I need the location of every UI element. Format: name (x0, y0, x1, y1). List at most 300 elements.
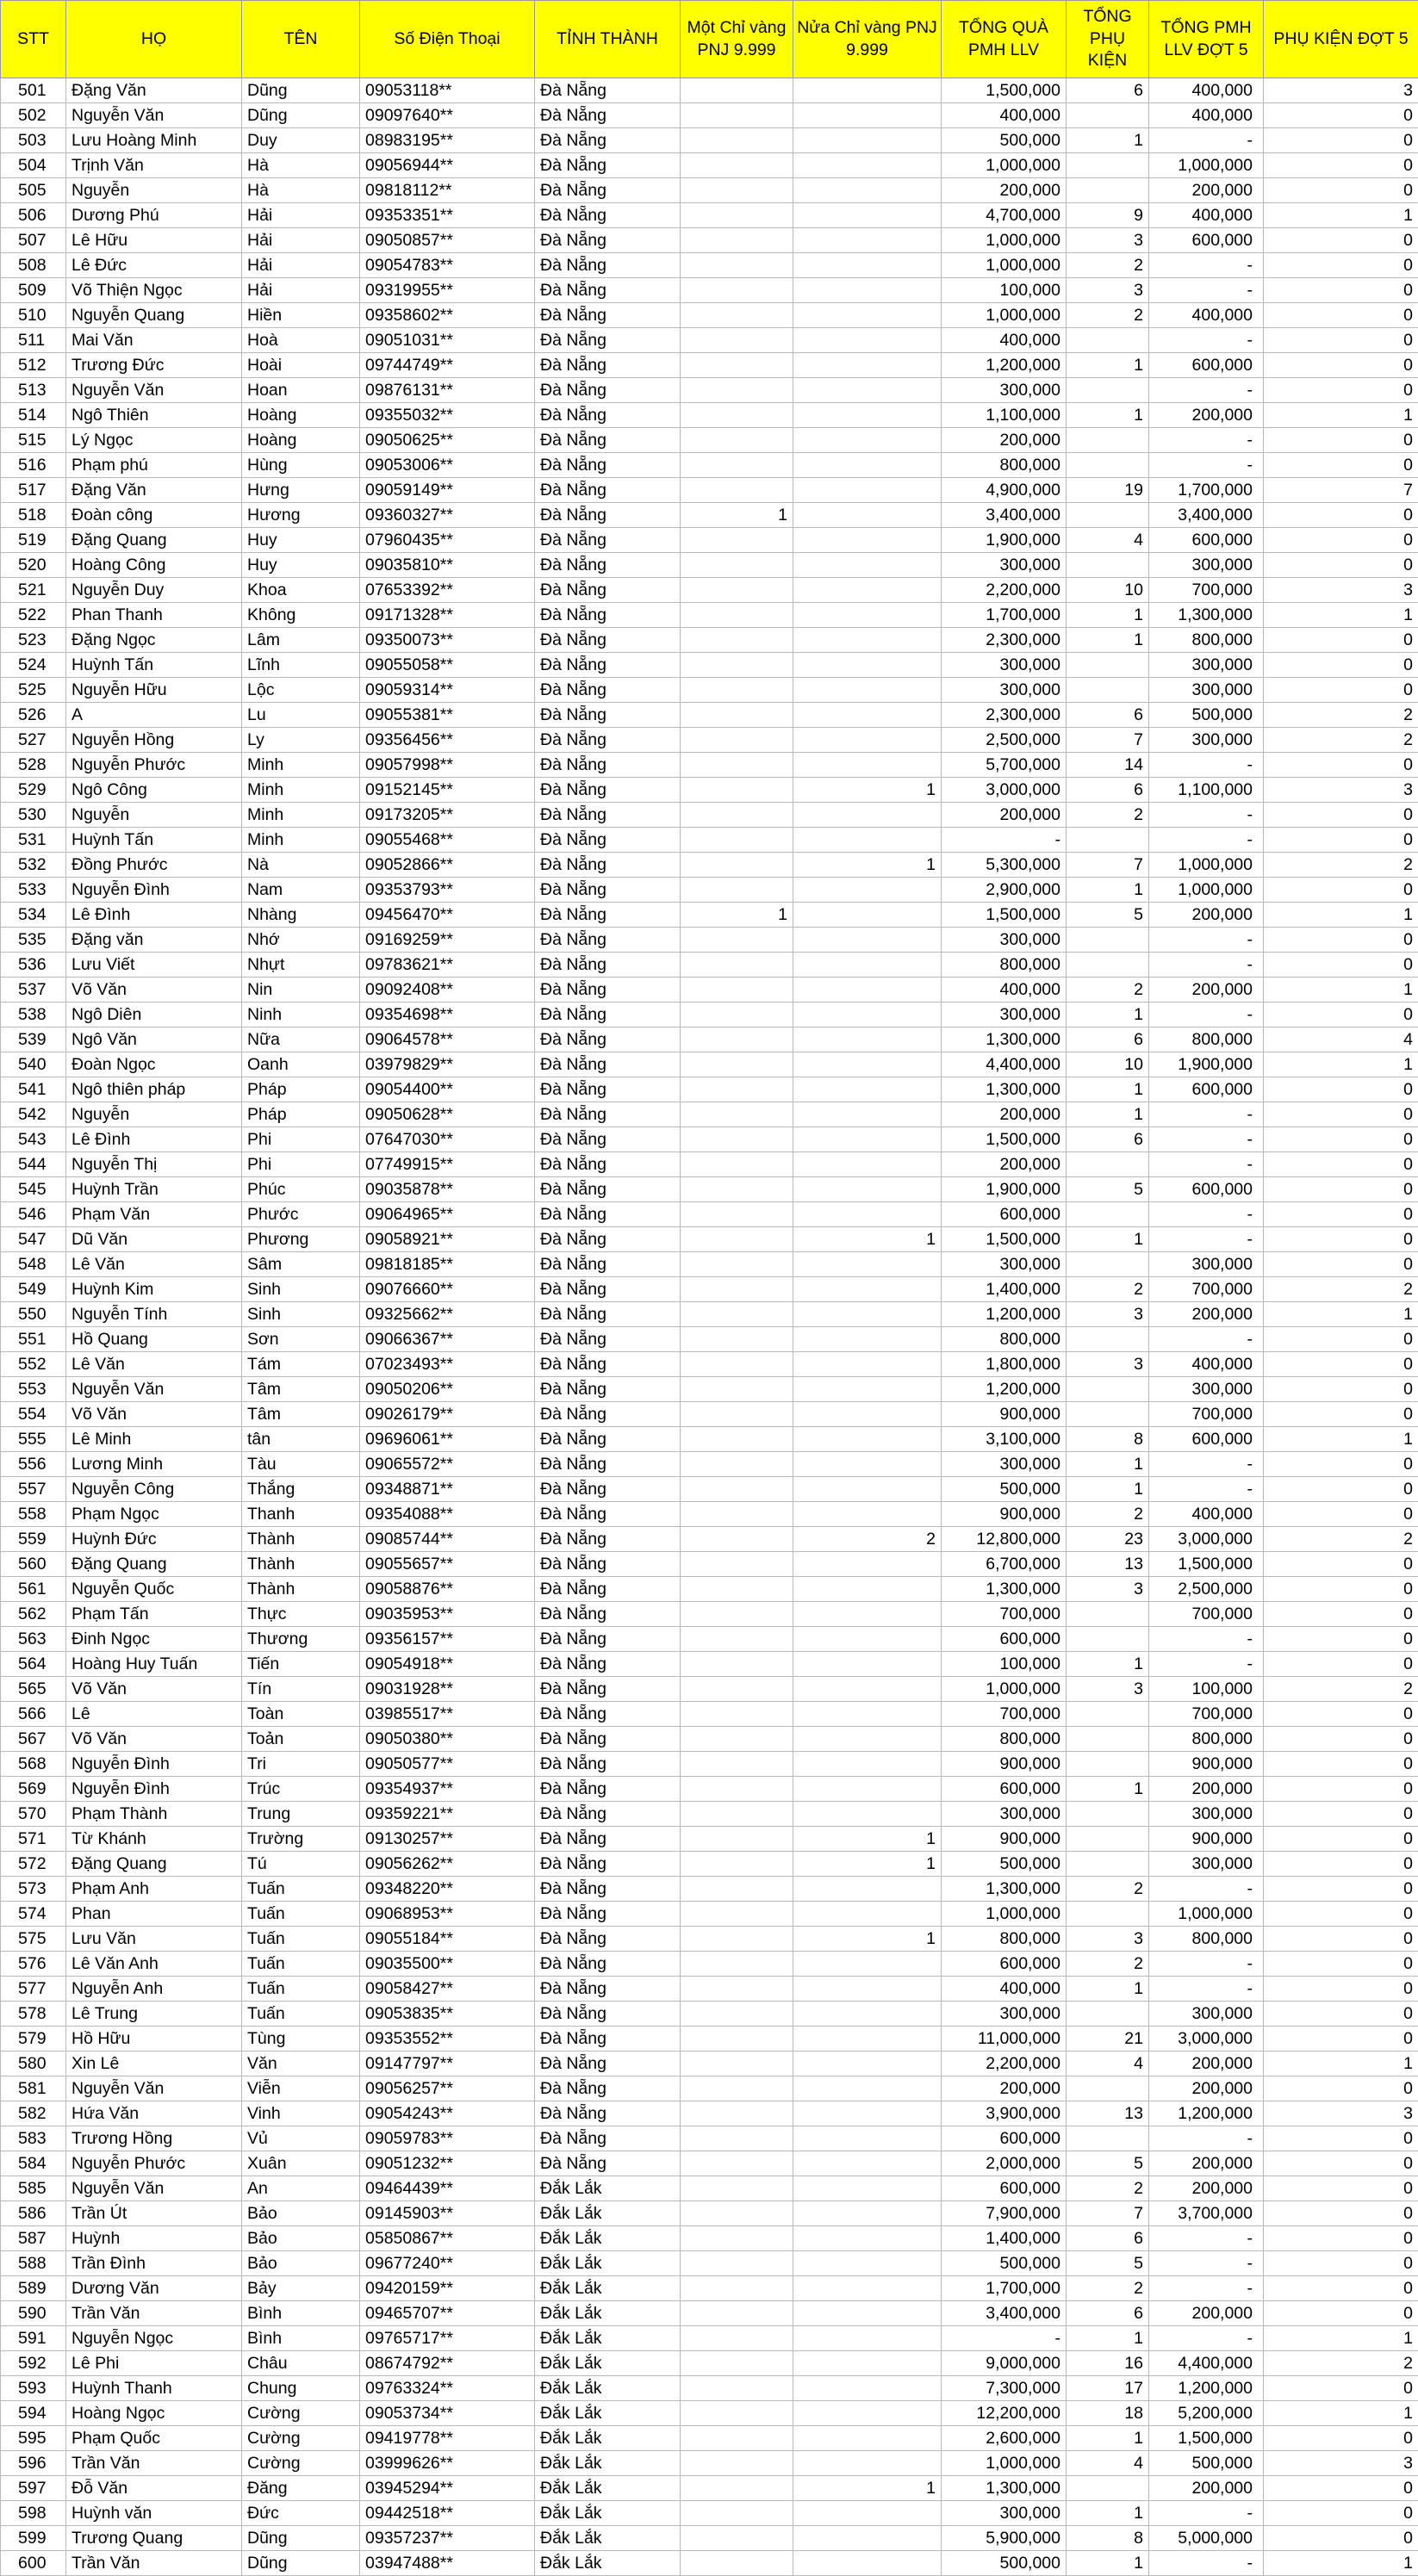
cell-phone[interactable]: 09325662** (360, 1302, 535, 1327)
cell-total-pmh-round5[interactable]: 700,000 (1149, 1277, 1264, 1302)
cell-total-accessories[interactable]: 2 (1067, 2276, 1149, 2301)
cell-one-chi-gold[interactable] (681, 2176, 793, 2201)
cell-ten[interactable]: Bình (242, 2326, 360, 2351)
header-one-chi-gold[interactable]: Một Chỉ vàng PNJ 9.999 (681, 1, 793, 78)
cell-total-pmh-round5[interactable]: 1,000,000 (1149, 878, 1264, 903)
cell-total-pmh-round5[interactable]: - (1149, 2326, 1264, 2351)
cell-total-accessories[interactable] (1067, 678, 1149, 703)
cell-total-pmh-round5[interactable]: 200,000 (1149, 2076, 1264, 2101)
cell-half-chi-gold[interactable]: 1 (793, 778, 942, 803)
cell-total-gift[interactable]: - (942, 828, 1067, 853)
cell-total-accessories[interactable]: 4 (1067, 2051, 1149, 2076)
cell-province[interactable]: Đắk Lắk (535, 2426, 681, 2451)
cell-total-pmh-round5[interactable]: 200,000 (1149, 178, 1264, 203)
cell-province[interactable]: Đà Nẵng (535, 403, 681, 428)
cell-one-chi-gold[interactable] (681, 653, 793, 678)
cell-half-chi-gold[interactable] (793, 2351, 942, 2376)
cell-ho[interactable]: Trần Văn (66, 2301, 242, 2326)
cell-total-gift[interactable]: 200,000 (942, 1152, 1067, 1177)
cell-province[interactable]: Đà Nẵng (535, 1552, 681, 1577)
cell-one-chi-gold[interactable] (681, 1452, 793, 1477)
cell-total-pmh-round5[interactable]: 700,000 (1149, 1602, 1264, 1627)
cell-half-chi-gold[interactable] (793, 1902, 942, 1927)
cell-half-chi-gold[interactable] (793, 2151, 942, 2176)
cell-total-gift[interactable]: 2,200,000 (942, 2051, 1067, 2076)
cell-ten[interactable]: Toản (242, 1727, 360, 1752)
cell-accessories-round5[interactable]: 0 (1264, 2201, 1418, 2226)
cell-accessories-round5[interactable]: 0 (1264, 103, 1418, 128)
cell-one-chi-gold[interactable] (681, 1277, 793, 1302)
cell-phone[interactable]: 09350073** (360, 628, 535, 653)
cell-total-pmh-round5[interactable]: 1,500,000 (1149, 1552, 1264, 1577)
cell-total-gift[interactable]: 1,000,000 (942, 1902, 1067, 1927)
cell-ho[interactable]: Hồ Hữu (66, 2027, 242, 2051)
cell-total-pmh-round5[interactable]: 300,000 (1149, 553, 1264, 578)
cell-phone[interactable]: 09055468** (360, 828, 535, 853)
cell-one-chi-gold[interactable] (681, 978, 793, 1002)
cell-ho[interactable]: Trần Đình (66, 2251, 242, 2276)
cell-one-chi-gold[interactable] (681, 1927, 793, 1952)
cell-phone[interactable]: 09053835** (360, 2002, 535, 2027)
cell-ten[interactable]: Thương (242, 1627, 360, 1652)
cell-one-chi-gold[interactable] (681, 1652, 793, 1677)
cell-accessories-round5[interactable]: 0 (1264, 1602, 1418, 1627)
cell-total-pmh-round5[interactable]: 3,700,000 (1149, 2201, 1264, 2226)
cell-ho[interactable]: Dương Văn (66, 2276, 242, 2301)
cell-accessories-round5[interactable]: 0 (1264, 1452, 1418, 1477)
cell-ten[interactable]: Lâm (242, 628, 360, 653)
cell-accessories-round5[interactable]: 7 (1264, 478, 1418, 503)
cell-accessories-round5[interactable]: 0 (1264, 2276, 1418, 2301)
cell-accessories-round5[interactable]: 0 (1264, 2076, 1418, 2101)
cell-province[interactable]: Đà Nẵng (535, 653, 681, 678)
cell-one-chi-gold[interactable] (681, 453, 793, 478)
cell-phone[interactable]: 09053118** (360, 78, 535, 103)
cell-total-gift[interactable]: 3,400,000 (942, 2301, 1067, 2326)
cell-phone[interactable]: 09152145** (360, 778, 535, 803)
cell-total-pmh-round5[interactable]: 300,000 (1149, 678, 1264, 703)
cell-total-accessories[interactable]: 2 (1067, 1502, 1149, 1527)
cell-stt[interactable]: 579 (1, 2027, 66, 2051)
cell-ten[interactable]: Huy (242, 528, 360, 553)
cell-phone[interactable]: 03947488** (360, 2551, 535, 2576)
cell-total-accessories[interactable]: 2 (1067, 978, 1149, 1002)
cell-phone[interactable]: 09353351** (360, 203, 535, 228)
cell-total-accessories[interactable]: 1 (1067, 878, 1149, 903)
cell-stt[interactable]: 576 (1, 1952, 66, 1977)
cell-province[interactable]: Đà Nẵng (535, 1027, 681, 1052)
cell-stt[interactable]: 554 (1, 1402, 66, 1427)
cell-total-accessories[interactable] (1067, 1752, 1149, 1777)
cell-total-gift[interactable]: 1,300,000 (942, 1877, 1067, 1902)
cell-ten[interactable]: Pháp (242, 1102, 360, 1127)
cell-one-chi-gold[interactable] (681, 1102, 793, 1127)
cell-phone[interactable]: 09355032** (360, 403, 535, 428)
cell-total-accessories[interactable]: 5 (1067, 2251, 1149, 2276)
cell-phone[interactable]: 07960435** (360, 528, 535, 553)
cell-total-accessories[interactable]: 2 (1067, 1877, 1149, 1902)
cell-one-chi-gold[interactable] (681, 778, 793, 803)
cell-half-chi-gold[interactable] (793, 2002, 942, 2027)
cell-phone[interactable]: 09696061** (360, 1427, 535, 1452)
cell-one-chi-gold[interactable] (681, 1727, 793, 1752)
cell-phone[interactable]: 09056257** (360, 2076, 535, 2101)
cell-phone[interactable]: 09050577** (360, 1752, 535, 1777)
cell-ten[interactable]: Dũng (242, 78, 360, 103)
cell-stt[interactable]: 503 (1, 128, 66, 153)
cell-total-accessories[interactable]: 8 (1067, 1427, 1149, 1452)
cell-phone[interactable]: 09147797** (360, 2051, 535, 2076)
cell-total-gift[interactable]: 400,000 (942, 978, 1067, 1002)
cell-total-accessories[interactable]: 9 (1067, 203, 1149, 228)
cell-phone[interactable]: 09052866** (360, 853, 535, 878)
cell-total-gift[interactable]: 300,000 (942, 928, 1067, 953)
cell-province[interactable]: Đắk Lắk (535, 2351, 681, 2376)
cell-total-gift[interactable]: 700,000 (942, 1602, 1067, 1627)
cell-province[interactable]: Đà Nẵng (535, 1252, 681, 1277)
cell-phone[interactable]: 09059149** (360, 478, 535, 503)
cell-total-accessories[interactable] (1067, 928, 1149, 953)
cell-total-gift[interactable]: 5,700,000 (942, 753, 1067, 778)
cell-one-chi-gold[interactable] (681, 828, 793, 853)
cell-province[interactable]: Đà Nẵng (535, 178, 681, 203)
cell-province[interactable]: Đà Nẵng (535, 1527, 681, 1552)
cell-accessories-round5[interactable]: 0 (1264, 828, 1418, 853)
cell-ho[interactable]: Đặng văn (66, 928, 242, 953)
cell-stt[interactable]: 504 (1, 153, 66, 178)
cell-accessories-round5[interactable]: 0 (1264, 353, 1418, 378)
cell-phone[interactable]: 09765717** (360, 2326, 535, 2351)
cell-ho[interactable]: Huỳnh Thanh (66, 2376, 242, 2401)
cell-phone[interactable]: 09035878** (360, 1177, 535, 1202)
cell-total-gift[interactable]: 1,900,000 (942, 1177, 1067, 1202)
cell-half-chi-gold[interactable] (793, 803, 942, 828)
cell-ho[interactable]: Võ Văn (66, 1677, 242, 1702)
cell-ten[interactable]: Đức (242, 2501, 360, 2526)
cell-total-gift[interactable]: 600,000 (942, 1202, 1067, 1227)
cell-total-gift[interactable]: 3,000,000 (942, 778, 1067, 803)
cell-half-chi-gold[interactable] (793, 828, 942, 853)
cell-accessories-round5[interactable]: 0 (1264, 1977, 1418, 2002)
cell-total-accessories[interactable]: 21 (1067, 2027, 1149, 2051)
cell-stt[interactable]: 502 (1, 103, 66, 128)
cell-accessories-round5[interactable]: 0 (1264, 328, 1418, 353)
cell-accessories-round5[interactable]: 0 (1264, 2426, 1418, 2451)
cell-province[interactable]: Đà Nẵng (535, 878, 681, 903)
cell-ten[interactable]: Tín (242, 1677, 360, 1702)
cell-total-pmh-round5[interactable]: 400,000 (1149, 78, 1264, 103)
cell-total-gift[interactable]: 1,200,000 (942, 353, 1067, 378)
cell-province[interactable]: Đà Nẵng (535, 953, 681, 978)
cell-province[interactable]: Đà Nẵng (535, 553, 681, 578)
cell-accessories-round5[interactable]: 1 (1264, 978, 1418, 1002)
cell-half-chi-gold[interactable] (793, 178, 942, 203)
cell-ho[interactable]: Nguyễn Phước (66, 2151, 242, 2176)
cell-province[interactable]: Đà Nẵng (535, 803, 681, 828)
cell-ho[interactable]: Nguyễn Hữu (66, 678, 242, 703)
cell-stt[interactable]: 575 (1, 1927, 66, 1952)
cell-total-accessories[interactable]: 5 (1067, 1177, 1149, 1202)
cell-one-chi-gold[interactable] (681, 1877, 793, 1902)
cell-total-accessories[interactable]: 13 (1067, 1552, 1149, 1577)
cell-accessories-round5[interactable]: 1 (1264, 403, 1418, 428)
cell-stt[interactable]: 585 (1, 2176, 66, 2201)
cell-stt[interactable]: 557 (1, 1477, 66, 1502)
cell-total-gift[interactable]: 2,300,000 (942, 703, 1067, 728)
cell-half-chi-gold[interactable] (793, 653, 942, 678)
cell-stt[interactable]: 524 (1, 653, 66, 678)
cell-ten[interactable]: Hưng (242, 478, 360, 503)
cell-accessories-round5[interactable]: 1 (1264, 1302, 1418, 1327)
cell-total-accessories[interactable]: 1 (1067, 403, 1149, 428)
cell-accessories-round5[interactable]: 3 (1264, 2451, 1418, 2476)
cell-accessories-round5[interactable]: 0 (1264, 1652, 1418, 1677)
cell-ten[interactable]: Sâm (242, 1252, 360, 1277)
cell-accessories-round5[interactable]: 0 (1264, 928, 1418, 953)
cell-one-chi-gold[interactable] (681, 153, 793, 178)
cell-province[interactable]: Đà Nẵng (535, 728, 681, 753)
cell-half-chi-gold[interactable] (793, 1627, 942, 1652)
cell-accessories-round5[interactable]: 0 (1264, 1177, 1418, 1202)
cell-total-gift[interactable]: 800,000 (942, 1327, 1067, 1352)
cell-half-chi-gold[interactable] (793, 2526, 942, 2551)
cell-stt[interactable]: 582 (1, 2101, 66, 2126)
cell-stt[interactable]: 519 (1, 528, 66, 553)
cell-total-pmh-round5[interactable]: - (1149, 2226, 1264, 2251)
cell-ho[interactable]: Nguyễn Hồng (66, 728, 242, 753)
cell-province[interactable]: Đắk Lắk (535, 2401, 681, 2426)
cell-one-chi-gold[interactable] (681, 1702, 793, 1727)
cell-one-chi-gold[interactable] (681, 1127, 793, 1152)
cell-province[interactable]: Đà Nẵng (535, 1977, 681, 2002)
cell-total-gift[interactable]: 600,000 (942, 1952, 1067, 1977)
cell-total-gift[interactable]: 6,700,000 (942, 1552, 1067, 1577)
cell-half-chi-gold[interactable] (793, 1877, 942, 1902)
cell-province[interactable]: Đà Nẵng (535, 503, 681, 528)
cell-phone[interactable]: 09354937** (360, 1777, 535, 1802)
cell-phone[interactable]: 09442518** (360, 2501, 535, 2526)
cell-total-accessories[interactable]: 3 (1067, 1352, 1149, 1377)
cell-total-accessories[interactable] (1067, 328, 1149, 353)
cell-phone[interactable]: 09059314** (360, 678, 535, 703)
cell-province[interactable]: Đà Nẵng (535, 1477, 681, 1502)
cell-ten[interactable]: Hải (242, 278, 360, 303)
cell-phone[interactable]: 09035953** (360, 1602, 535, 1627)
cell-stt[interactable]: 590 (1, 2301, 66, 2326)
cell-province[interactable]: Đà Nẵng (535, 1327, 681, 1352)
cell-province[interactable]: Đà Nẵng (535, 203, 681, 228)
cell-total-gift[interactable]: 1,000,000 (942, 2451, 1067, 2476)
cell-stt[interactable]: 522 (1, 603, 66, 628)
cell-accessories-round5[interactable]: 0 (1264, 1102, 1418, 1127)
cell-total-pmh-round5[interactable]: - (1149, 928, 1264, 953)
cell-stt[interactable]: 559 (1, 1527, 66, 1552)
cell-half-chi-gold[interactable] (793, 503, 942, 528)
cell-total-accessories[interactable]: 1 (1067, 1477, 1149, 1502)
cell-total-accessories[interactable]: 6 (1067, 2301, 1149, 2326)
cell-half-chi-gold[interactable] (793, 953, 942, 978)
cell-total-pmh-round5[interactable]: 5,000,000 (1149, 2526, 1264, 2551)
cell-stt[interactable]: 567 (1, 1727, 66, 1752)
cell-half-chi-gold[interactable] (793, 2451, 942, 2476)
cell-ho[interactable]: Nguyễn (66, 803, 242, 828)
cell-total-gift[interactable]: 200,000 (942, 178, 1067, 203)
cell-stt[interactable]: 568 (1, 1752, 66, 1777)
cell-total-gift[interactable]: 900,000 (942, 1827, 1067, 1852)
cell-ten[interactable]: Thanh (242, 1502, 360, 1527)
cell-total-pmh-round5[interactable]: - (1149, 1452, 1264, 1477)
cell-province[interactable]: Đà Nẵng (535, 903, 681, 928)
cell-one-chi-gold[interactable] (681, 2351, 793, 2376)
cell-ten[interactable]: Hải (242, 228, 360, 253)
cell-ten[interactable]: Trung (242, 1802, 360, 1827)
cell-total-gift[interactable]: 1,700,000 (942, 603, 1067, 628)
cell-province[interactable]: Đà Nẵng (535, 1927, 681, 1952)
cell-province[interactable]: Đà Nẵng (535, 1602, 681, 1627)
cell-one-chi-gold[interactable] (681, 403, 793, 428)
cell-ten[interactable]: Thắng (242, 1477, 360, 1502)
cell-total-accessories[interactable]: 1 (1067, 2551, 1149, 2576)
cell-one-chi-gold[interactable] (681, 1252, 793, 1277)
cell-total-pmh-round5[interactable]: - (1149, 1652, 1264, 1677)
cell-stt[interactable]: 517 (1, 478, 66, 503)
cell-accessories-round5[interactable]: 3 (1264, 578, 1418, 603)
cell-one-chi-gold[interactable] (681, 1977, 793, 2002)
cell-total-pmh-round5[interactable]: 500,000 (1149, 703, 1264, 728)
cell-ten[interactable]: Tuấn (242, 1927, 360, 1952)
cell-one-chi-gold[interactable] (681, 1827, 793, 1852)
cell-one-chi-gold[interactable] (681, 528, 793, 553)
cell-province[interactable]: Đà Nẵng (535, 2151, 681, 2176)
cell-half-chi-gold[interactable] (793, 2051, 942, 2076)
cell-accessories-round5[interactable]: 0 (1264, 228, 1418, 253)
cell-one-chi-gold[interactable] (681, 1077, 793, 1102)
cell-half-chi-gold[interactable] (793, 1052, 942, 1077)
cell-stt[interactable]: 536 (1, 953, 66, 978)
cell-accessories-round5[interactable]: 0 (1264, 1252, 1418, 1277)
cell-province[interactable]: Đà Nẵng (535, 1677, 681, 1702)
header-phone[interactable]: Số Điện Thoại (360, 1, 535, 78)
cell-accessories-round5[interactable]: 2 (1264, 1677, 1418, 1702)
cell-ten[interactable]: Tâm (242, 1377, 360, 1402)
cell-ten[interactable]: Dũng (242, 103, 360, 128)
cell-ten[interactable]: Tám (242, 1352, 360, 1377)
cell-total-gift[interactable]: 1,500,000 (942, 903, 1067, 928)
cell-total-accessories[interactable] (1067, 1252, 1149, 1277)
cell-phone[interactable]: 09056944** (360, 153, 535, 178)
cell-total-accessories[interactable]: 6 (1067, 1027, 1149, 1052)
cell-ten[interactable]: Phương (242, 1227, 360, 1252)
cell-phone[interactable]: 09054783** (360, 253, 535, 278)
cell-province[interactable]: Đà Nẵng (535, 353, 681, 378)
cell-total-accessories[interactable]: 3 (1067, 278, 1149, 303)
cell-province[interactable]: Đà Nẵng (535, 828, 681, 853)
cell-stt[interactable]: 539 (1, 1027, 66, 1052)
cell-total-pmh-round5[interactable]: - (1149, 2551, 1264, 2576)
cell-province[interactable]: Đắk Lắk (535, 2376, 681, 2401)
cell-ho[interactable]: Lương Minh (66, 1452, 242, 1477)
cell-ho[interactable]: Lưu Viết (66, 953, 242, 978)
cell-ho[interactable]: Huỳnh văn (66, 2501, 242, 2526)
cell-phone[interactable]: 09353552** (360, 2027, 535, 2051)
cell-ho[interactable]: Nguyễn Văn (66, 2076, 242, 2101)
cell-accessories-round5[interactable]: 0 (1264, 1777, 1418, 1802)
cell-half-chi-gold[interactable] (793, 728, 942, 753)
cell-one-chi-gold[interactable] (681, 1777, 793, 1802)
cell-accessories-round5[interactable]: 0 (1264, 1002, 1418, 1027)
cell-total-pmh-round5[interactable]: - (1149, 1227, 1264, 1252)
cell-province[interactable]: Đà Nẵng (535, 2002, 681, 2027)
cell-half-chi-gold[interactable] (793, 2426, 942, 2451)
cell-stt[interactable]: 598 (1, 2501, 66, 2526)
cell-half-chi-gold[interactable] (793, 553, 942, 578)
cell-stt[interactable]: 592 (1, 2351, 66, 2376)
cell-accessories-round5[interactable]: 2 (1264, 853, 1418, 878)
cell-phone[interactable]: 09035810** (360, 553, 535, 578)
cell-stt[interactable]: 537 (1, 978, 66, 1002)
cell-accessories-round5[interactable]: 1 (1264, 603, 1418, 628)
cell-accessories-round5[interactable]: 3 (1264, 778, 1418, 803)
cell-province[interactable]: Đà Nẵng (535, 478, 681, 503)
cell-total-accessories[interactable] (1067, 2476, 1149, 2501)
cell-one-chi-gold[interactable] (681, 253, 793, 278)
cell-ho[interactable]: Hoàng Huy Tuấn (66, 1652, 242, 1677)
cell-total-accessories[interactable]: 1 (1067, 628, 1149, 653)
cell-ten[interactable]: Trường (242, 1827, 360, 1852)
cell-stt[interactable]: 509 (1, 278, 66, 303)
cell-one-chi-gold[interactable] (681, 1552, 793, 1577)
cell-accessories-round5[interactable]: 0 (1264, 653, 1418, 678)
cell-ho[interactable]: Đặng Quang (66, 1552, 242, 1577)
cell-province[interactable]: Đắk Lắk (535, 2526, 681, 2551)
cell-half-chi-gold[interactable] (793, 978, 942, 1002)
cell-total-accessories[interactable]: 10 (1067, 1052, 1149, 1077)
cell-total-gift[interactable]: 1,700,000 (942, 2276, 1067, 2301)
cell-ho[interactable]: Mai Văn (66, 328, 242, 353)
cell-stt[interactable]: 510 (1, 303, 66, 328)
cell-total-pmh-round5[interactable]: 200,000 (1149, 978, 1264, 1002)
cell-phone[interactable]: 09348871** (360, 1477, 535, 1502)
cell-total-gift[interactable]: 1,300,000 (942, 2476, 1067, 2501)
cell-ten[interactable]: Huy (242, 553, 360, 578)
cell-accessories-round5[interactable]: 2 (1264, 1527, 1418, 1552)
cell-stt[interactable]: 599 (1, 2526, 66, 2551)
header-total-gift[interactable]: TỔNG QUÀ PMH LLV (942, 1, 1067, 78)
cell-half-chi-gold[interactable] (793, 703, 942, 728)
cell-stt[interactable]: 545 (1, 1177, 66, 1202)
cell-phone[interactable]: 09055381** (360, 703, 535, 728)
cell-accessories-round5[interactable]: 0 (1264, 1902, 1418, 1927)
cell-accessories-round5[interactable]: 0 (1264, 1377, 1418, 1402)
cell-province[interactable]: Đà Nẵng (535, 1652, 681, 1677)
cell-one-chi-gold[interactable] (681, 2451, 793, 2476)
cell-province[interactable]: Đà Nẵng (535, 678, 681, 703)
cell-stt[interactable]: 600 (1, 2551, 66, 2576)
cell-total-accessories[interactable]: 2 (1067, 1952, 1149, 1977)
cell-stt[interactable]: 562 (1, 1602, 66, 1627)
cell-ten[interactable]: Minh (242, 778, 360, 803)
cell-accessories-round5[interactable]: 0 (1264, 1952, 1418, 1977)
cell-province[interactable]: Đà Nẵng (535, 978, 681, 1002)
cell-stt[interactable]: 552 (1, 1352, 66, 1377)
cell-province[interactable]: Đắk Lắk (535, 2276, 681, 2301)
header-ten[interactable]: TÊN (242, 1, 360, 78)
cell-total-gift[interactable]: 1,000,000 (942, 153, 1067, 178)
cell-ho[interactable]: Đặng Quang (66, 1852, 242, 1877)
cell-one-chi-gold[interactable] (681, 2426, 793, 2451)
cell-one-chi-gold[interactable] (681, 878, 793, 903)
cell-total-pmh-round5[interactable]: - (1149, 1952, 1264, 1977)
